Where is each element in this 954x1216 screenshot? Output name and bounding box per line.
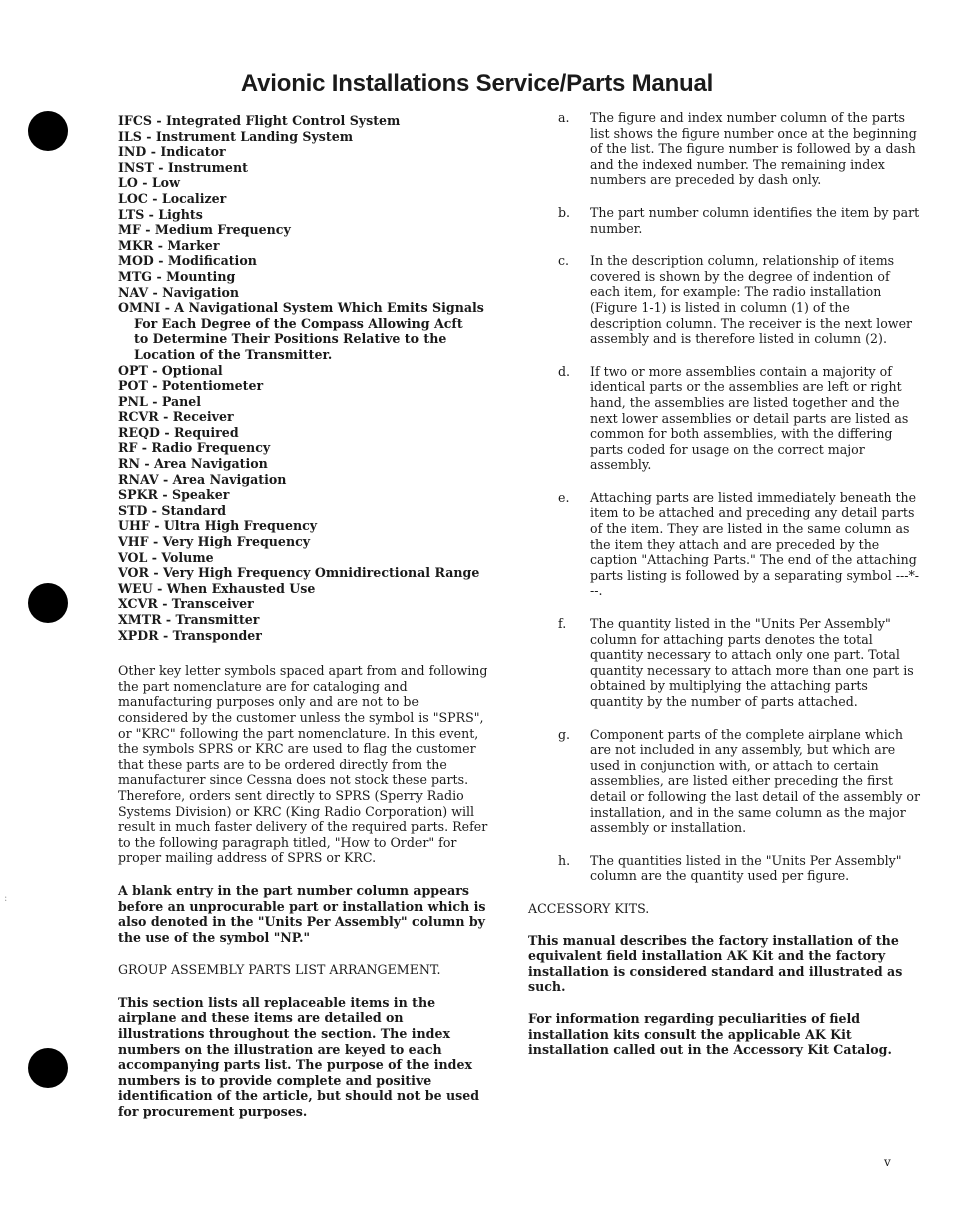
list-item-label: c. xyxy=(558,253,570,269)
abbreviation-item: VHF - Very High Frequency xyxy=(118,534,311,550)
list-item-label: e. xyxy=(558,489,570,505)
abbreviation-item: UHF - Ultra High Frequency xyxy=(118,518,318,534)
list-item-text: Component parts of the complete airplane which are not included in any assembly, but which are used in conjunction with, or attach to certain assemblies, are listed either preceding the first detail or following the last detail of the assembly or installation, and in the same column as the major assembly or installation. xyxy=(590,726,920,836)
abbreviation-item: MOD - Modification xyxy=(118,253,257,269)
binder-hole-bottom xyxy=(28,1048,68,1088)
list-item xyxy=(528,490,920,599)
list-item-text: The quantities listed in the "Units Per Assembly" column are the quantity used per figure. xyxy=(590,852,902,884)
abbreviation-item: IND - Indicator xyxy=(118,144,226,160)
abbreviation-item: STD - Standard xyxy=(118,502,227,518)
abbreviation-item: LTS - Lights xyxy=(118,206,203,222)
abbreviation-omni-continued: Location of the Transmitter. xyxy=(134,346,333,362)
list-item-text: If two or more assemblies contain a majority of identical parts or the assemblies are left or right hand, the assemblies are listed together and the next lower assemblies or detail parts are listed as common for both assemblies, with the differing parts coded for usage on the correct major assembly. xyxy=(590,363,909,473)
abbreviation-item: INST - Instrument xyxy=(118,159,248,175)
section-lists-paragraph: This section lists all replaceable items in the airplane and these items are detailed on illustrations throughout the section. The index numbers on the illustration are keyed to each accompanying parts list. The purpose of the index numbers is to provide complete and positive identification of the article, but should not be used for procurement purposes. xyxy=(118,994,480,1120)
abbreviation-item: MTG - Mounting xyxy=(118,268,236,284)
abbreviation-item: RF - Radio Frequency xyxy=(118,440,271,456)
abbreviation-item: RNAV - Area Navigation xyxy=(118,471,287,487)
list-item-label: d. xyxy=(558,363,571,379)
abbreviation-item: VOR - Very High Frequency Omnidirectional Range xyxy=(118,565,480,581)
abbreviation-item: XCVR - Transceiver xyxy=(118,596,254,612)
binder-hole-top xyxy=(28,111,68,151)
list-item-label: f. xyxy=(558,616,567,632)
list-item xyxy=(528,110,920,188)
blank-entry-paragraph: A blank entry in the part number column appears before an unprocurable part or installation which is also denoted in the "Units Per Assembly" column by the use of the symbol "NP." xyxy=(118,882,486,945)
list-item xyxy=(528,364,920,473)
list-item xyxy=(528,253,920,347)
abbreviation-item: ILS - Instrument Landing System xyxy=(118,128,354,144)
abbreviation-omni: OMNI - A Navigational System Which Emits Signals xyxy=(118,300,484,316)
abbreviation-item: XMTR - Transmitter xyxy=(118,612,260,627)
abbreviation-item: VOL - Volume xyxy=(118,549,214,565)
list-item-text: Attaching parts are listed immediately beneath the item to be attached and preceding any detail parts of the item. They are listed in the same column as the item they attach and are preceded by the caption "Attaching Parts." The end of the attaching parts listing is followed by a separating symbol ---*---. xyxy=(590,489,920,599)
list-item-label: g. xyxy=(558,726,571,742)
list-item-label: h. xyxy=(558,852,571,868)
list-item-label: b. xyxy=(558,204,571,220)
abbreviation-item: SPKR - Speaker xyxy=(118,487,230,503)
other-symbols-paragraph: Other key letter symbols spaced apart from and following the part nomenclature are for cataloging and manufacturing purposes only and are not to be considered by the customer unless the symbol is "SPRS", or "KRC" following the part nomenclature. In this event, the symbols SPRS or KRC are used to flag the customer that these parts are to be ordered directly from the manufacturer since Cessna does not stock these parts. Therefore, orders sent directly to SPRS (Sperry Radio Systems Division) or KRC (King Radio Corporation) will result in much faster delivery of the required parts. Refer to the following paragraph titled, "How to Order" for proper mailing address of SPRS or KRC. xyxy=(118,663,488,866)
abbreviation-list xyxy=(118,113,490,643)
abbreviation-item: LO - Low xyxy=(118,175,180,191)
abbreviation-item: RN - Area Navigation xyxy=(118,456,268,472)
abbreviation-item: MKR - Marker xyxy=(118,237,220,253)
abbreviation-omni-continued: to Determine Their Positions Relative to the xyxy=(134,331,447,347)
abbreviation-item: WEU - When Exhausted Use xyxy=(118,580,316,596)
field-installation-paragraph: For information regarding peculiarities of field installation kits consult the applicable AK Kit installation called out in the Accessory Kit Catalog. xyxy=(528,1010,892,1058)
abbreviation-item: OPT - Optional xyxy=(118,362,223,378)
list-item xyxy=(528,616,920,710)
abbreviation-item: LOC - Localizer xyxy=(118,190,227,206)
list-item xyxy=(528,727,920,836)
abbreviation-item: RCVR - Receiver xyxy=(118,409,234,425)
group-assembly-heading: GROUP ASSEMBLY PARTS LIST ARRANGEMENT. xyxy=(118,962,441,978)
list-item-text: The part number column identifies the item by part number. xyxy=(590,204,920,236)
edge-mark: : xyxy=(4,893,8,904)
abbreviation-item: PNL - Panel xyxy=(118,393,202,409)
abbreviation-item: IFCS - Integrated Flight Control System xyxy=(118,113,401,128)
list-item-text: In the description column, relationship of items covered is shown by the degree of indention of each item, for example: The radio installation (Figure 1-1) is listed in column (1) of the description column. The receiver is the next lower assembly and is therefore listed in column (2). xyxy=(590,253,913,347)
accessory-kits-paragraph: This manual describes the factory installation of the equivalent field installation AK Kit and the factory installation is considered standard and illustrated as such. xyxy=(528,932,903,995)
accessory-kits-heading: ACCESSORY KITS. xyxy=(528,900,650,916)
abbreviation-item: NAV - Navigation xyxy=(118,284,240,300)
page-number: v xyxy=(884,1155,891,1169)
list-item-text: The quantity listed in the "Units Per Assembly" column for attaching parts denotes the total quantity necessary to attach only one part. Total quantity necessary to attach more than one part is obtained by multiplying the attaching parts quantity by the number of parts attached. xyxy=(590,616,914,709)
abbreviation-item: REQD - Required xyxy=(118,424,239,440)
list-item-label: a. xyxy=(558,110,570,125)
left-column xyxy=(118,113,490,1120)
list-item xyxy=(528,205,920,236)
page-title: Avionic Installations Service/Parts Manual xyxy=(240,70,714,97)
abbreviation-item: POT - Potentiometer xyxy=(118,378,264,394)
list-item-text: The figure and index number column of the parts list shows the figure number once at the beginning of the list. The figure number is followed by a dash and the indexed number. The remaining index numbers are preceded by dash only. xyxy=(590,110,917,188)
list-item xyxy=(528,853,920,884)
abbreviation-item: MF - Medium Frequency xyxy=(118,222,291,238)
abbreviation-omni-continued: For Each Degree of the Compass Allowing Acft xyxy=(134,315,463,331)
binder-hole-middle xyxy=(28,583,68,623)
right-column xyxy=(528,110,920,1058)
abbreviation-item: XPDR - Transponder xyxy=(118,627,262,643)
